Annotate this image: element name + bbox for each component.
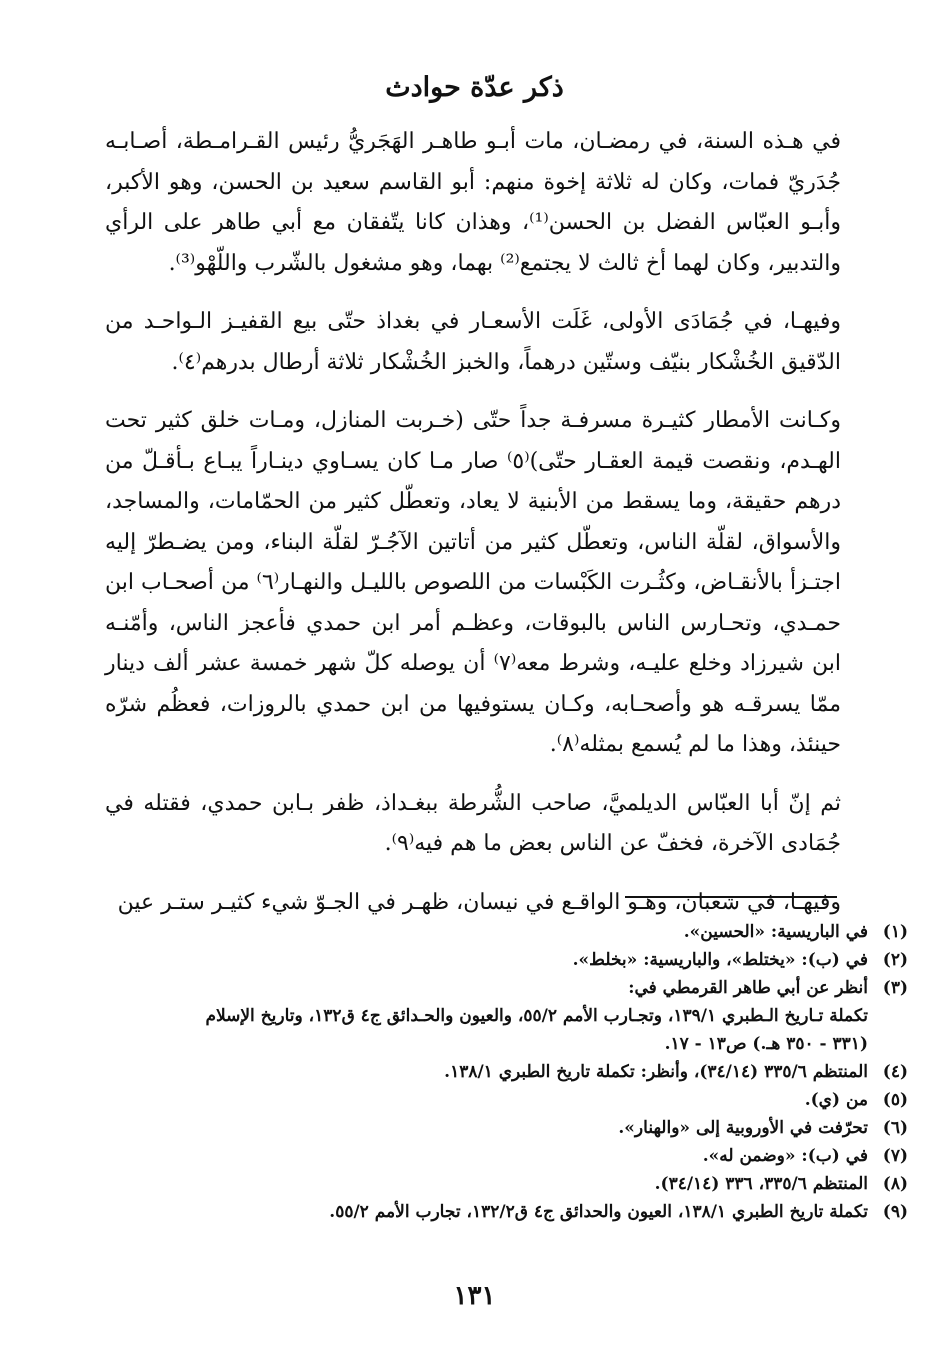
- paragraph: وكـانت الأمطار كثيـرة مسرفـة جداً حتّى (خـربت المنازل، ومـات خلق كثير تحت الهـدم، ونقصت قيمة العقـار حتّى)⁽٥⁾ صار مـا كان يسـاوي دينـاراً يبـاع بـأقـلّ من درهم حقيقة، وما يسقط من الأبنية لا يعاد، وتعطّل كثير من الحمّامات، والمساجد، والأسواق، لقلّة الناس، وتعطّل كثير من أتاتين الآجُـرّ لقلّة البناء، ومن يضـطرّ إليه اجتـزأ بالأنقـاض، وكثُـرت الكَبْسات من اللصوص بالليـل والنهـار⁽٦⁾ من أصحـاب ابن حمـدي، وتحـارس الناس بالبوقات، وعظـم أمر ابن حمدي فأعجز الناس، وأمّنـه ابن شيرزاد وخلع عليـه، وشرط معه⁽٧⁾ أن يوصله كلّ شهر خمسة عشر ألف دينار ممّا يسرقـه هو وأصحـابه، وكـان يستوفيها من ابن حمدي بالروزات، فعظُم شرّه حينئذ، وهذا ما لم يُسمع بمثله⁽٨⁾.: [105, 408, 841, 757]
- footnote-text: المنتظم ٣٣٥/٦، ٣٣٦ (٣٤/١٤).: [654, 1174, 868, 1194]
- footnote-text: تحرّفت في الأوروبية إلى «والهنار».: [618, 1118, 868, 1138]
- footnote-item: [108, 1086, 908, 1114]
- paragraph: في هـذه السنة، في رمضـان، مات أبـو طاهـر الهَجَريُّ رئيس القـرامـطة، أصـابـه جُدَريّ فمات، وكان له ثلاثة إخوة منهم: أبو القاسم سعيد بن الحسن، وهو الأكبر، وأبـو العبّاس الفضل بن الحسن⁽¹⁾، وهذان كانا يتّفقان مع أبي طاهر على الرأي والتدبير، وكان لهما أخ ثالث لا يجتمع⁽²⁾ بهما، وهو مشغول بالشّرب واللّهْو⁽³⁾.: [105, 129, 841, 276]
- paragraph: وفيهـا، في جُمَادَى الأولى، غَلَت الأسعـار في بغداذ حتّى بيع القفيـز الـواحـد من الدّقيق الخُشْكار بنيّف وستّين درهماً، والخبز الخُشْكار ثلاثة أرطال بدرهم⁽٤⁾.: [105, 309, 841, 375]
- footnote-item: [108, 946, 908, 974]
- footnotes: [108, 918, 908, 1226]
- main-text: [105, 122, 841, 941]
- footnote-line: (٣٣١ - ٣٥٠ هـ.) ص١٣ - ١٧.: [664, 1034, 868, 1054]
- footnote-text: تكملة تاريخ الطبري ١٣٨/١، العيون والحدائق ج٤ ق١٣٢/٢، تجارب الأمم ٥٥/٢.: [329, 1202, 868, 1222]
- footnote-text: [108, 974, 868, 1058]
- footnote-line: أنظر عن أبي طاهر القرمطي في:: [628, 978, 868, 998]
- footnote-number: (٥): [882, 1090, 908, 1110]
- footnote-item: [108, 1198, 908, 1226]
- footnote-number: (٩): [882, 1202, 908, 1222]
- footnote-item: [108, 918, 908, 946]
- footnote-number: (٣): [882, 978, 908, 998]
- footnote-item: [108, 1170, 908, 1198]
- paragraph: ثم إنّ أبا العبّاس الديلميَّ، صاحب الشُّرطة ببغـداذ، ظفر بـابن حمدي، فقتله في جُمَادى الآخرة، فخفّ عن الناس بعض ما هم فيه⁽٩⁾.: [105, 790, 841, 856]
- footnote-number: (٢): [882, 950, 908, 970]
- footnote-number: (٨): [882, 1174, 908, 1194]
- footnote-number: (٦): [882, 1118, 908, 1138]
- footnote-text: من (ي).: [804, 1090, 868, 1110]
- footnote-number: (١): [882, 922, 908, 942]
- section-heading: ذكر عدّة حوادث: [385, 72, 564, 103]
- footnote-item: [108, 1058, 908, 1086]
- footnote-number: (٤): [882, 1062, 908, 1082]
- paragraph: وفيهـا، في شعبان، وهـو الواقـع في نيسان، ظهـر في الجـوّ شيء كثيـر ستـر عين: [117, 889, 841, 915]
- page-number: ١٣١: [453, 1281, 496, 1311]
- footnote-item: [108, 1142, 908, 1170]
- footnote-text: في (ب): «يختلط»، والباريسية: «بخلط».: [572, 950, 868, 970]
- footnote-text: المنتظم ٣٣٥/٦ (٣٤/١٤)، وأنظر: تكملة تاريخ الطبري ١٣٨/١.: [444, 1062, 868, 1082]
- footnote-text: في الباريسية: «الحسين».: [683, 922, 868, 942]
- footnote-text: في (ب): «وضمن له».: [702, 1146, 868, 1166]
- footnote-item: [108, 1114, 908, 1142]
- footnote-number: (٧): [882, 1146, 908, 1166]
- footnote-divider: [625, 896, 837, 898]
- footnote-line: تكملة تـاريخ الـطبري ١٣٩/١، وتجـارب الأمم ٥٥/٢، والعيون والحـدائق ج٤ ق١٣٢، وتاريخ الإسلام: [205, 1006, 868, 1026]
- footnote-item: [108, 974, 908, 1058]
